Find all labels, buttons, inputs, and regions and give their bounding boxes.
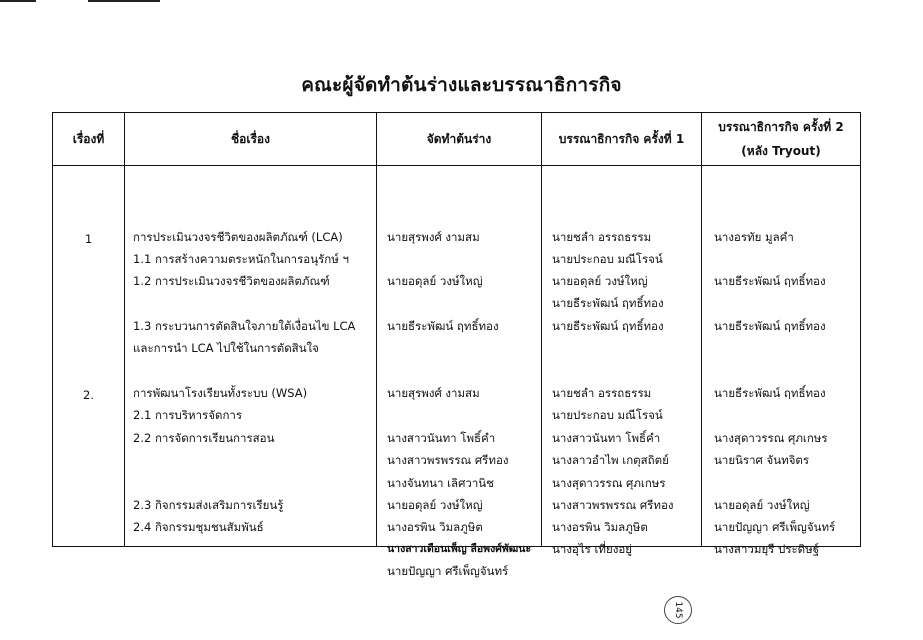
editor-name: นายธีระพัฒน์ ฤทธิ์ทอง [552,296,664,310]
drafter-name: นางสาวพรพรรณ ศรีทอง [387,453,509,467]
editor-name: นายชลำ อรรถธรรม [552,386,652,400]
column-topic-name [125,166,377,547]
topic-number: 1 [84,232,93,246]
editor-name: นายธีระพัฒน์ ฤทธิ์ทอง [714,274,826,288]
header-topic-no: เรื่องที่ [53,113,125,166]
committee-table [52,112,861,578]
page-title: คณะผู้จัดทำต้นร่างและบรรณาธิการกิจ [301,74,622,96]
topic-number: 2. [83,388,94,402]
drafter-name: นายอดุลย์ วงษ์ใหญ่ [387,274,483,288]
editor-name: นายประกอบ มณีโรจน์ [552,252,663,266]
editor-name: นายอดุลย์ วงษ์ใหญ่ [714,498,810,512]
topic-title: การพัฒนาโรงเรียนทั้งระบบ (WSA) [133,386,308,400]
editor-name: นางสุดาวรรณ ศุภเกษร [552,476,666,490]
drafter-name: นายสุรพงศ์ งามสม [387,230,480,244]
subtopic: 2.2 การจัดการเรียนการสอน [133,431,275,445]
drafter-name: นายอดุลย์ วงษ์ใหญ่ [387,498,483,512]
topic-title: การประเมินวงจรชีวิตของผลิตภัณฑ์ (LCA) [133,230,343,244]
column-editors-1 [542,166,702,556]
editor-name: นายธีระพัฒน์ ฤทธิ์ทอง [714,386,826,400]
editor-name: นางสาวพรพรรณ ศรีทอง [552,498,674,512]
editor-name: นายปัญญา ศรีเพ็ญจันทร์ [714,520,836,534]
header-drafters: จัดทำต้นร่าง [377,113,542,166]
header-editors-1: บรรณาธิการกิจ ครั้งที่ 1 [542,113,702,166]
scan-mark [88,0,160,2]
editor-name: นายอดุลย์ วงษ์ใหญ่ [552,274,648,288]
drafter-name: นางอรพิน วิมลภูษิต [387,520,483,534]
header-editors-2-line2: (หลัง Tryout) [741,144,821,158]
editor-name: นางสาวนันทา โพธิ์คำ [552,431,661,445]
subtopic: 1.1 การสร้างความตระหนักในการอนุรักษ์ ฯ [133,252,349,266]
drafter-name: นายปัญญา ศรีเพ็ญจันทร์ [387,564,509,578]
subtopic: 2.4 กิจกรรมชุมชนสัมพันธ์ [133,520,264,534]
editor-name: นางอรทัย มูลคำ [714,230,794,244]
subtopic: 1.3 กระบวนการตัดสินใจภายใต้เงื่อนไข LCA [133,319,356,333]
editor-name: นางอรพิน วิมลภูษิต [552,520,648,534]
editor-name: นายประกอบ มณีโรจน์ [552,408,663,422]
editor-name: นายนิราศ จันทจิตร [714,453,810,467]
header-editors-2 [702,113,861,166]
header-editors-2-line1: บรรณาธิการกิจ ครั้งที่ 2 [718,120,844,134]
editor-name: นายธีระพัฒน์ ฤทธิ์ทอง [552,319,664,333]
column-drafters [377,166,542,578]
drafter-name: นางจันทนา เลิศวานิช [387,476,494,490]
page-number: 145 [664,596,692,624]
editor-name: นายธีระพัฒน์ ฤทธิ์ทอง [714,319,826,333]
scan-mark [0,0,36,2]
table-body-row [53,166,861,547]
subtopic: 2.3 กิจกรรมส่งเสริมการเรียนรู้ [133,498,284,512]
header-row [53,113,861,166]
column-editors-2 [702,166,861,556]
editor-name: นางสุดาวรรณ ศุภเกษร [714,431,828,445]
header-topic-name: ชื่อเรื่อง [125,113,377,166]
column-topic-no [53,166,125,547]
drafter-name: นายธีระพัฒน์ ฤทธิ์ทอง [387,319,499,333]
editor-name: นางอุไร เที่ยงอยู่ [552,542,632,556]
subtopic: 2.1 การบริหารจัดการ [133,408,243,422]
subtopic: 1.2 การประเมินวงจรชีวิตของผลิตภัณฑ์ [133,274,330,288]
editor-name: นางลาวอำไพ เกตุสถิตย์ [552,453,669,467]
editor-name: นางสาวมยุรี ประดิษฐ์ [714,542,820,556]
subtopic-continued: และการนำ LCA ไปใช้ในการตัดสินใจ [133,341,319,355]
drafter-name: นางสาวนันทา โพธิ์คำ [387,431,496,445]
drafter-name: นายสุรพงศ์ งามสม [387,386,480,400]
drafter-name: นางสาวเดือนเพ็ญ ลือพงศ์พัฒนะ [387,543,532,555]
editor-name: นายชลำ อรรถธรรม [552,230,652,244]
